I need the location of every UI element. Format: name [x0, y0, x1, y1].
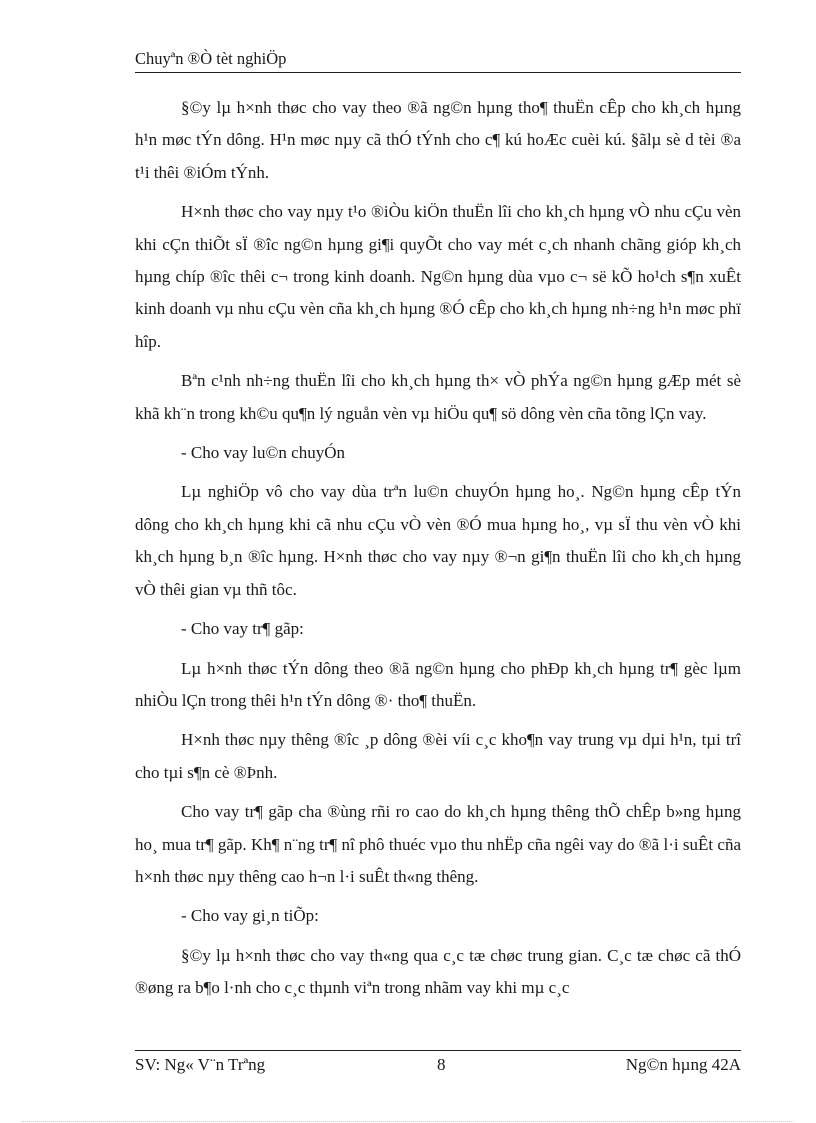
paragraph: Lµ nghiÖp vô cho vay dùa trªn lu©n chuyÓn hµng ho¸. Ng©n hµng cÊp tÝn dông cho kh¸ch hµng khi cã nhu cÇu vÒ vèn ®Ó mua hµng ho¸, vµ sÏ thu vèn vÒ khi kh¸ch hµng b¸n ®îc hµng. H×nh thøc cho vay nµy ®¬n gi¶n thuËn lîi cho kh¸ch hµng vÒ thêi gian vµ thñ tôc. [135, 482, 741, 599]
paragraph: Bªn c¹nh nh÷ng thuËn lîi cho kh¸ch hµng th× vÒ phÝa ng©n hµng gÆp mét sè khã kh¨n trong kh©u qu¶n lý nguån vèn vµ hiÖu qu¶ sö dông vèn cña tõng lÇn vay. [135, 371, 741, 423]
page-header [135, 48, 741, 73]
page-edge-divider [22, 1121, 794, 1122]
footer-class: Ng©n hµng 42A [625, 1055, 741, 1074]
paragraph: Lµ h×nh thøc tÝn dông theo ®ã ng©n hµng cho phÐp kh¸ch hµng tr¶ gèc lµm nhiÒu lÇn trong thêi h¹n tÝn dông ®· tho¶ thuËn. [135, 658, 741, 710]
document-body [135, 92, 741, 1012]
list-heading: - Cho vay gi¸n tiÕp: [181, 906, 319, 926]
paragraph: §©y lµ h×nh thøc cho vay theo ®ã ng©n hµng tho¶ thuËn cÊp cho kh¸ch hµng h¹n møc tÝn dông. H¹n møc nµy cã thÓ tÝnh cho c¶ kú hoÆc cuèi kú. §ãlµ sè d tèi ®a t¹i thêi ®iÓm tÝnh. [135, 98, 741, 182]
footer-author: SV: Ng« V¨n Trªng [135, 1055, 266, 1074]
paragraph: Cho vay tr¶ gãp cha ®ùng rñi ro cao do kh¸ch hµng thêng thÕ chÊp b»ng hµng ho¸ mua tr¶ gãp. Kh¶ n¨ng tr¶ nî phô thuéc vµo thu nhËp cña ngêi vay do ®ã l·i suÊt cña h×nh thøc nµy thêng cao h¬n l·i suÊt th«ng thêng. [135, 802, 741, 886]
list-heading: - Cho vay tr¶ gãp: [181, 619, 304, 639]
list-heading: - Cho vay lu©n chuyÓn [181, 443, 346, 463]
page-footer [135, 1050, 741, 1074]
paragraph: H×nh thøc cho vay nµy t¹o ®iÒu kiÖn thuËn lîi cho kh¸ch hµng vÒ nhu cÇu vèn khi cÇn thiÕt sÏ ®îc ng©n hµng gi¶i quyÕt cho vay mét c¸ch nhanh chãng gióp kh¸ch hµng chíp ®îc thêi c¬ trong kinh doanh. Ng©n hµng dùa vµo c¬ së kÕ ho¹ch s¶n xuÊt kinh doanh vµ nhu cÇu vèn cña kh¸ch hµng ®Ó cÊp cho kh¸ch hµng nh÷ng h¹n møc phï hîp. [135, 202, 741, 351]
paragraph: H×nh thøc nµy thêng ®îc ¸p dông ®èi víi c¸c kho¶n vay trung vµ dµi h¹n, tµi trî cho tµi s¶n cè ®Þnh. [135, 730, 741, 782]
paragraph: §©y lµ h×nh thøc cho vay th«ng qua c¸c tæ chøc trung gian. C¸c tæ chøc cã thÓ ®øng ra b¶o l·nh cho c¸c thµnh viªn trong nhãm vay khi mµ c¸c [135, 945, 741, 998]
header-title: Chuyªn ®Ò tèt nghiÖp [135, 49, 287, 68]
page-number: 8 [437, 1055, 446, 1074]
